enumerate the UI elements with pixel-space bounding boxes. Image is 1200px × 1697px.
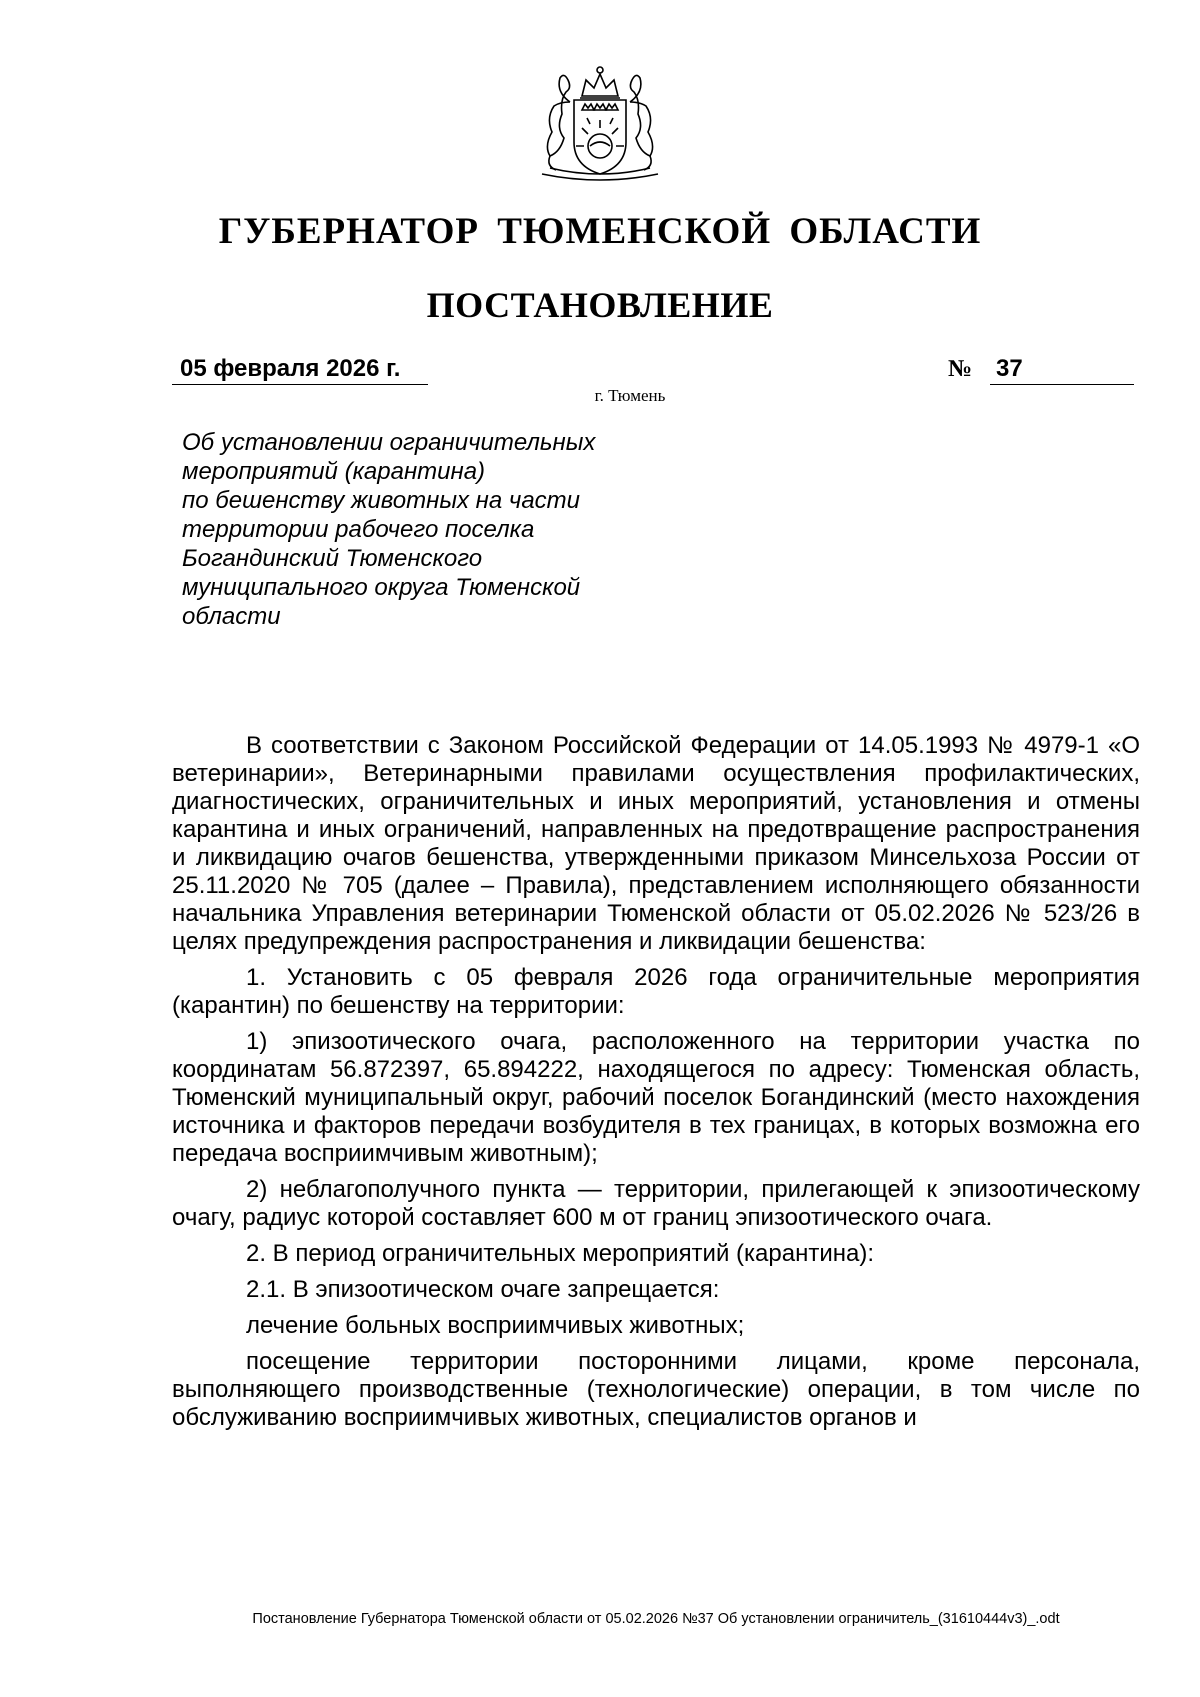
subject-line: мероприятий (карантина) bbox=[182, 458, 486, 485]
number-sign: № bbox=[948, 356, 973, 382]
subject-line: муниципального округа Тюменской bbox=[182, 574, 581, 601]
document-type: ПОСТАНОВЛЕНИЕ bbox=[426, 285, 774, 325]
body-paragraph-item-1: 1. Установить с 05 февраля 2026 года ограничительные мероприятия (карантин) по бешенству на территории: bbox=[172, 964, 1140, 1019]
body-paragraph-item-2-1: 2.1. В эпизоотическом очаге запрещается: bbox=[246, 1276, 720, 1303]
body-paragraph-preamble: В соответствии с Законом Российской Федерации от 14.05.1993 № 4979-1 «О ветеринарии», Ветеринарными правилами осуществления профилактических, диагностических, ограничительных и иных мероприятий, установления и отмены карантина и иных ограничений, направленных на предотвращение распространения и ликвидацию очагов бешенства, утвержденными приказом Минсельхоза России от 25.11.2020 № 705 (далее – Правила), представлением исполняющего обязанности начальника Управления ветеринарии Тюменской области от 05.02.2026 № 523/26 в целях предупреждения распространения и ликвидации бешенства: bbox=[172, 732, 1140, 955]
subject-line: Богандинский Тюменского bbox=[182, 545, 483, 572]
subject-line: по бешенству животных на части bbox=[182, 487, 581, 514]
body-paragraph-item-1-1: 1) эпизоотического очага, расположенного на территории участка по координатам 56.872397, 65.894222, находящегося по адресу: Тюменская область, Тюменский муниципальный округ, рабочий поселок Богандинский (место нахождения источника и факторов передачи возбудителя в тех границах, в которых возможна его передача восприимчивым животным); bbox=[172, 1028, 1140, 1167]
body-paragraph-item-1-2: 2) неблагополучного пункта — территории, прилегающей к эпизоотическому очагу, радиус которой составляет 600 м от границ эпизоотического очага. bbox=[172, 1176, 1140, 1231]
issuer-title: ГУБЕРНАТОР ТЮМЕНСКОЙ ОБЛАСТИ bbox=[218, 211, 982, 252]
document-number: 37 bbox=[990, 354, 1134, 385]
file-footer: Постановление Губернатора Тюменской области от 05.02.2026 №37 Об установлении ограничитель_(31610444v3)_.odt bbox=[252, 1611, 1060, 1627]
document-subject bbox=[182, 428, 662, 631]
issue-city: г. Тюмень bbox=[594, 386, 666, 405]
subject-line: территории рабочего поселка bbox=[182, 516, 535, 543]
body-paragraph-prohibition-2: посещение территории посторонними лицами, кроме персонала, выполняющего производственные (технологические) операции, в том числе по обслуживанию восприимчивых животных, специалистов органов и bbox=[172, 1348, 1140, 1431]
document-body bbox=[172, 732, 1140, 1432]
subject-line: Об установлении ограничительных bbox=[182, 429, 596, 456]
subject-line: области bbox=[182, 603, 281, 630]
document-number-field bbox=[948, 354, 1134, 385]
document-date: 05 февраля 2026 г. bbox=[172, 354, 428, 385]
body-paragraph-prohibition-1: лечение больных восприимчивых животных; bbox=[246, 1312, 745, 1339]
coat-of-arms-emblem bbox=[520, 62, 680, 186]
body-paragraph-item-2: 2. В период ограничительных мероприятий (карантина): bbox=[246, 1240, 875, 1267]
